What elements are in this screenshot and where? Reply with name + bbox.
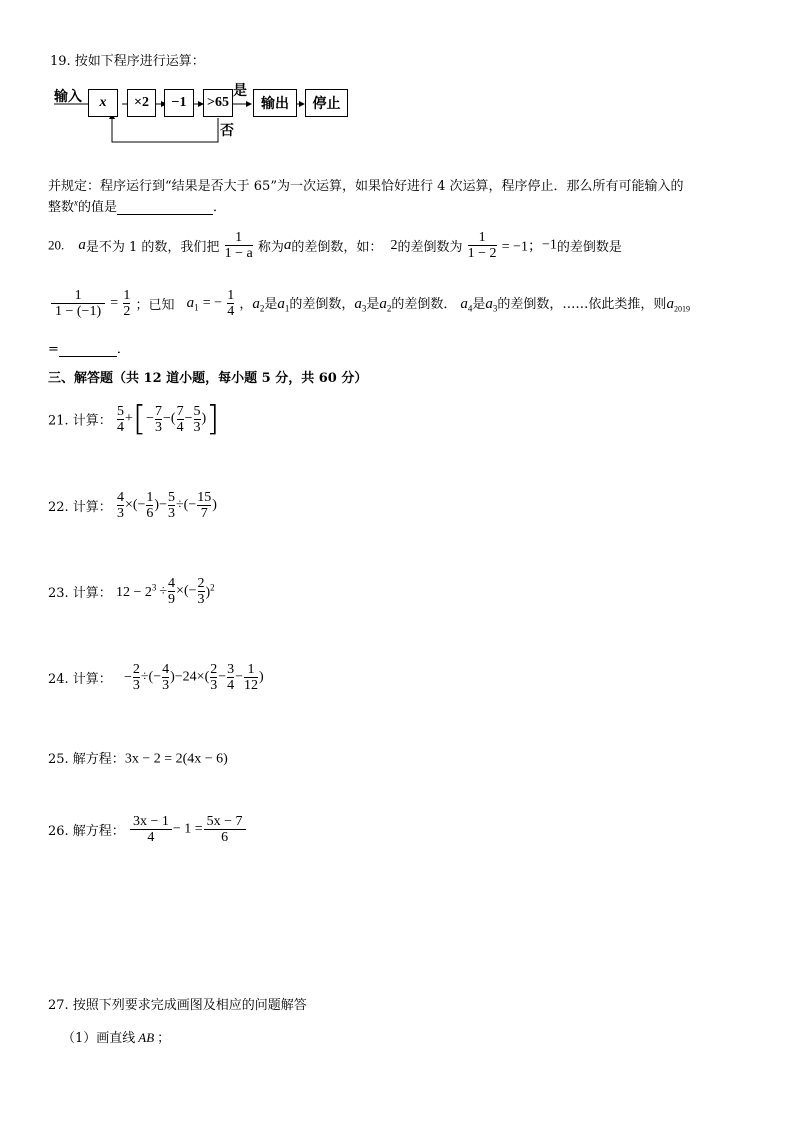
flow-box-x: x <box>88 89 118 117</box>
flow-no-label: 否 <box>220 123 234 139</box>
answer-blank-19[interactable] <box>117 214 213 215</box>
flow-box-times2: ×2 <box>127 89 156 117</box>
q19-rule-line1: 并规定：程序运行到“结果是否大于 65”为一次运算，如果恰好进行 4 次运算，程序停止．那么所有可能输入的 <box>48 179 684 194</box>
answer-blank-20[interactable] <box>59 356 117 357</box>
q20-answer-line: = ． <box>48 342 130 357</box>
q21: 21. 计算： $\frac{5}{4}$ +[− $\frac{7}{3}$ −( $\frac{7}{4}$ − $\frac{5}{3}$ )] <box>48 399 220 439</box>
flow-box-output: 输出 <box>253 89 297 117</box>
flow-box-gt65: >65 <box>203 89 233 117</box>
q22: 22. 计算： $\frac{4}{3}$ ×(− $\frac{1}{6}$ )− $\frac{5}{3}$ ÷(− $\frac{15}{7}$ ) <box>48 490 217 521</box>
var-x: x <box>74 197 79 208</box>
section-3-heading: 三、解答题（共 12 道小题，每小题 5 分，共 60 分） <box>48 371 368 386</box>
q20-line2: $\frac{1}{1 - (-1)}$ = $\frac{1}{2}$ ；已知 $a_1$ = − $\frac{1}{4}$ ，$a_2$是$a_1$的差倒数，$a_3$是$a_2$的差倒数． $a_4$是$a_3$的差倒数，……依此类推，则$a_{2019}$ <box>50 288 690 319</box>
q25: 25. 解方程：3x − 2 = 2(4x − 6) <box>48 751 228 767</box>
fraction-1-over-2: $\frac{1}{2}$ <box>123 288 131 319</box>
fraction-1-over-1-minus-a: $\frac{1}{1 - a}$ <box>224 230 253 261</box>
fraction-1-over-1-minus-neg1: $\frac{1}{1 - (-1)}$ <box>51 288 105 319</box>
q19-rule-line2: 整数$^x$的值是 ． <box>48 197 227 215</box>
q20-line1: 20. a是不为 1 的数，我们把 $\frac{1}{1 - a}$ 称为a的差倒数，如： 2的差倒数为 $\frac{1}{1 - 2}$ = −1；−1的差倒数是 <box>48 230 622 261</box>
q23: 23. 计算： $12 - 2^3$ ÷ $\frac{4}{9}$ ×(− $\frac{2}{3}$ )$^2$ <box>48 576 215 607</box>
flow-input-label: 输入 <box>54 89 82 105</box>
fraction-1-over-1-minus-2: $\frac{1}{1 - 2}$ <box>467 230 497 261</box>
flow-yes-label: 是 <box>233 83 247 99</box>
q26: 26. 解方程： $\frac{3x - 1}{4}$ − 1 = $\frac{5x - 7}{6}$ <box>48 814 247 845</box>
flow-box-stop: 停止 <box>305 89 348 117</box>
q19-prompt: 19. 按如下程序进行运算： <box>50 54 205 69</box>
q24: 24. 计算： − $\frac{2}{3}$ ÷(− $\frac{4}{3}$ )−24×( $\frac{2}{3}$ − $\frac{3}{4}$ − $\frac{1}{12}$ ) <box>48 662 264 693</box>
fraction-1-over-4: $\frac{1}{4}$ <box>227 288 235 319</box>
q27-sub1: （1）画直线 AB ； <box>62 1030 171 1046</box>
q27-prompt: 27. 按照下列要求完成画图及相应的问题解答 <box>48 998 307 1013</box>
flow-box-minus1: −1 <box>164 89 194 117</box>
